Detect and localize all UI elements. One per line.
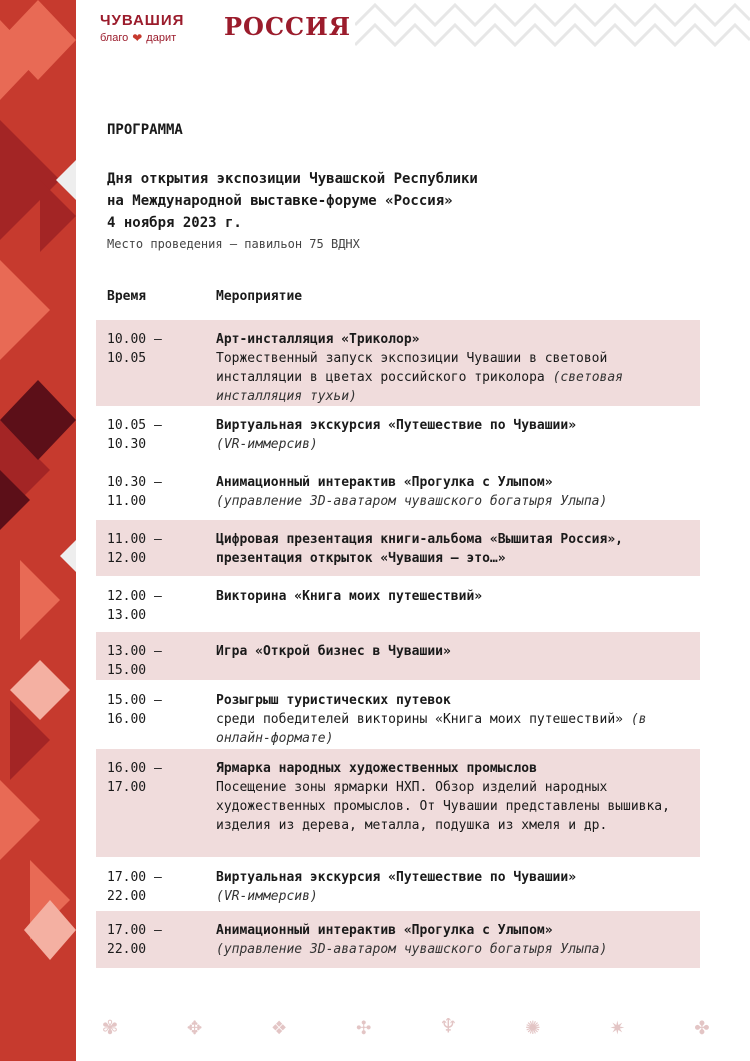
row-event — [216, 530, 696, 568]
logo-slogan — [100, 31, 200, 45]
row-event — [216, 473, 696, 511]
schedule-row — [96, 632, 700, 680]
event-note: (световая инсталляция тухьи) — [216, 370, 624, 404]
event-desc: среди победителей викторины «Книга моих путешествий» — [216, 712, 623, 727]
event-title: Виртуальная экскурсия «Путешествие по Чувашии» — [216, 870, 577, 885]
event-desc: Посещение зоны ярмарки НХП. Обзор изделий народных художественных промыслов. От Чувашии представлены вышивка, изделия из дерева, металла, подушка из хмеля и др. — [216, 780, 670, 833]
row-time: 17.00 – 22.00 — [107, 923, 162, 957]
event-title: Виртуальная экскурсия «Путешествие по Чувашии» — [216, 418, 577, 433]
header-pattern — [355, 0, 750, 50]
cross-ornament-icon: ✣ — [356, 1012, 371, 1040]
column-ornament-icon: ♆ — [441, 1012, 456, 1040]
row-time: 10.00 – 10.05 — [107, 332, 162, 366]
schedule-row — [96, 681, 700, 749]
schedule-row — [96, 577, 700, 632]
event-desc: Торжественный запуск экспозиции Чувашии в световой инсталляции в цветах российского триколора — [216, 351, 608, 385]
schedule-row — [96, 520, 700, 576]
schedule-row — [96, 406, 700, 464]
star-ornament-icon: ✷ — [610, 1012, 625, 1040]
event-title: Ярмарка народных художественных промыслов — [216, 761, 537, 776]
subtitle-line-3: 4 ноября 2023 г. — [107, 215, 242, 231]
page-title: ПРОГРАММА — [107, 122, 183, 138]
russia-logo[interactable]: РОССИЯ — [224, 12, 351, 41]
event-note: (VR-иммерсив) — [216, 437, 318, 452]
knot-ornament-icon: ✤ — [694, 1012, 710, 1040]
row-event — [216, 691, 696, 748]
logo-sub-left: благо — [100, 32, 129, 44]
event-note: (управление 3D-аватаром чувашского богатыря Улыпа) — [216, 494, 608, 509]
schedule-row — [96, 320, 700, 406]
venue: Место проведения – павильон 75 ВДНХ — [107, 237, 360, 251]
event-note: (управление 3D-аватаром чувашского богатыря Улыпа) — [216, 942, 608, 957]
event-title: Анимационный интерактив «Прогулка с Улыпом» — [216, 475, 553, 490]
row-event — [216, 330, 696, 406]
row-time: 15.00 – 16.00 — [107, 693, 162, 727]
wheat-ornament-icon: ✾ — [102, 1012, 118, 1040]
event-title: Розыгрыш туристических путевок — [216, 693, 451, 708]
row-time: 12.00 – 13.00 — [107, 589, 162, 623]
diamond-ornament-icon: ❖ — [271, 1012, 287, 1040]
logo-name: ЧУВАШИЯ — [100, 12, 185, 29]
row-time: 10.05 – 10.30 — [107, 418, 162, 452]
heart-icon: ❤ — [132, 31, 143, 45]
row-event — [216, 587, 696, 606]
footer-icons — [96, 1012, 716, 1044]
row-event — [216, 416, 696, 454]
row-time: 16.00 – 17.00 — [107, 761, 162, 795]
row-time: 10.30 – 11.00 — [107, 475, 162, 509]
row-event — [216, 921, 696, 959]
row-event — [216, 642, 696, 661]
sun-ornament-icon: ✺ — [525, 1012, 541, 1040]
row-event — [216, 759, 696, 835]
subtitle — [107, 168, 478, 234]
column-header-time: Время — [107, 289, 147, 304]
event-title: Анимационный интерактив «Прогулка с Улыпом» — [216, 923, 553, 938]
schedule-row — [96, 858, 700, 910]
schedule-row — [96, 911, 700, 968]
event-title: Викторина «Книга моих путешествий» — [216, 589, 483, 604]
event-title: Арт-инсталляция «Триколор» — [216, 332, 420, 347]
row-time: 13.00 – 15.00 — [107, 644, 162, 678]
left-ornament — [0, 0, 76, 1061]
row-time: 17.00 – 22.00 — [107, 870, 162, 904]
column-header-event: Мероприятие — [216, 289, 303, 304]
schedule-row — [96, 463, 700, 521]
subtitle-line-2: на Международной выставке-форуме «Россия» — [107, 193, 453, 209]
row-event — [216, 868, 696, 906]
row-time: 11.00 – 12.00 — [107, 532, 162, 566]
tree-ornament-icon: ✥ — [187, 1012, 202, 1040]
chuvashia-logo[interactable] — [100, 12, 200, 45]
logo-sub-right: дарит — [146, 32, 177, 44]
schedule-row — [96, 749, 700, 857]
event-note: (VR-иммерсив) — [216, 889, 318, 904]
event-title: Цифровая презентация книги-альбома «Вышитая Россия», презентация открыток «Чувашия – это…» — [216, 532, 623, 566]
event-title: Игра «Открой бизнес в Чувашии» — [216, 644, 451, 659]
subtitle-line-1: Дня открытия экспозиции Чувашской Республики — [107, 171, 478, 187]
event-note: (в онлайн-формате) — [216, 712, 647, 746]
